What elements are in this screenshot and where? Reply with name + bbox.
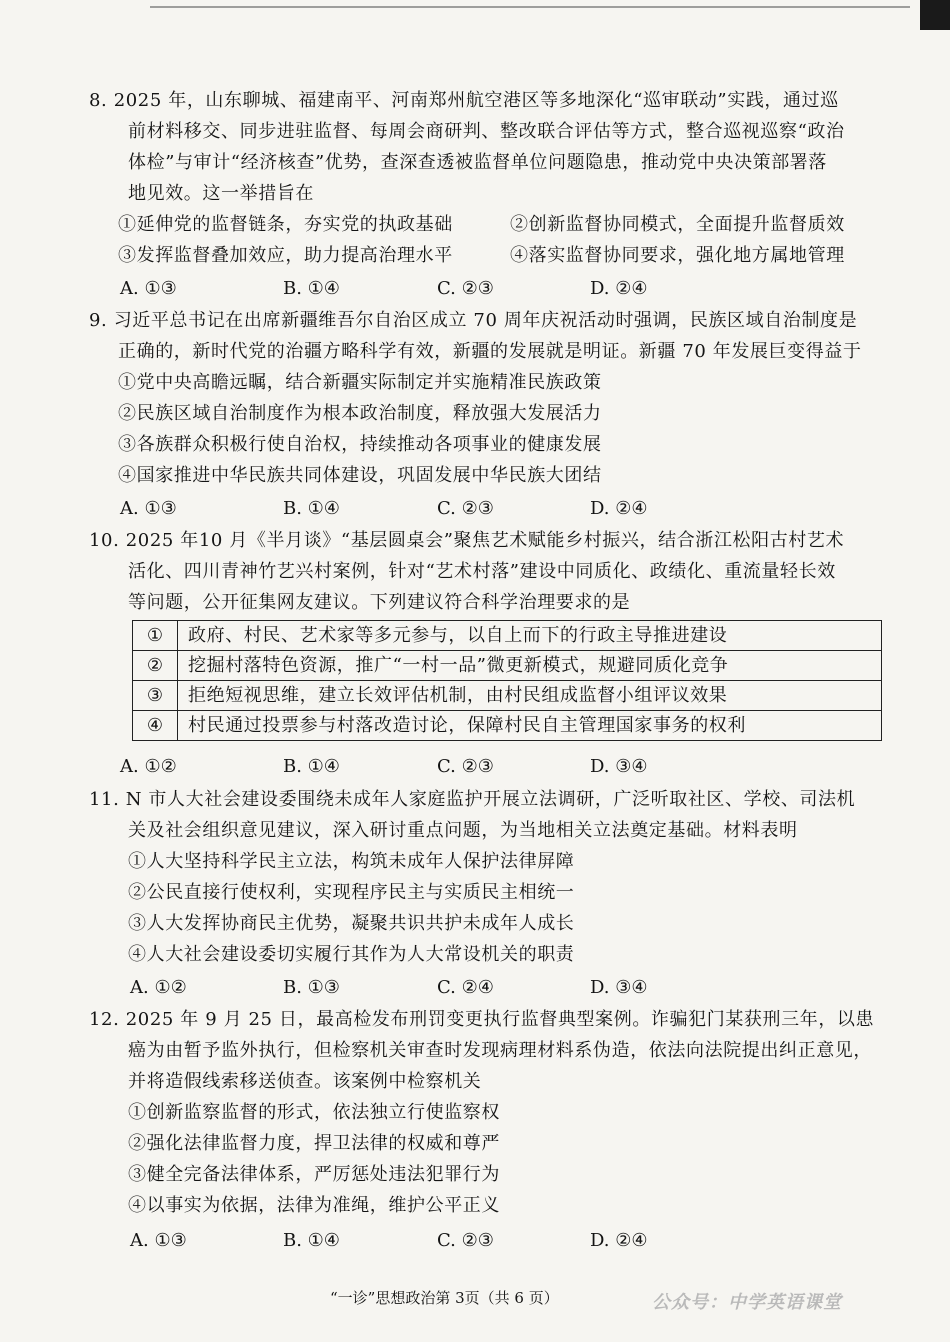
q12-choice-a[interactable]: A. ①③ bbox=[130, 1230, 187, 1251]
q8-stem-line-4: 地见效。这一举措旨在 bbox=[128, 183, 314, 204]
table-row bbox=[133, 681, 882, 711]
table-row bbox=[133, 711, 882, 741]
q8-stem-line-1: 8. 2025 年，山东聊城、福建南平、河南郑州航空港区等多地深化“巡审联动”实践，通过巡 bbox=[89, 90, 839, 111]
q11-item-3: ③人大发挥协商民主优势，凝聚共识共护未成年人成长 bbox=[128, 913, 575, 934]
q11-choice-a[interactable]: A. ①② bbox=[130, 977, 187, 998]
q11-item-4: ④人大社会建设委切实履行其作为人大常设机关的职责 bbox=[128, 944, 575, 965]
q11-stem-line-2: 关及社会组织意见建议，深入研讨重点问题，为当地相关立法奠定基础。材料表明 bbox=[128, 820, 798, 841]
table-cell-num: ① bbox=[133, 621, 178, 651]
table-cell-text: 政府、村民、艺术家等多元参与，以自上而下的行政主导推进建设 bbox=[178, 621, 882, 651]
page-footer: “一诊”思想政治第 3页（共 6 页） bbox=[330, 1289, 559, 1307]
q9-choice-c[interactable]: C. ②③ bbox=[437, 498, 494, 519]
q9-item-1: ①党中央高瞻远瞩，结合新疆实际制定并实施精准民族政策 bbox=[118, 372, 602, 393]
q8-choice-a[interactable]: A. ①③ bbox=[120, 278, 177, 299]
q8-choice-c[interactable]: C. ②③ bbox=[437, 278, 494, 299]
q9-item-4: ④国家推进中华民族共同体建设，巩固发展中华民族大团结 bbox=[118, 465, 602, 486]
table-cell-num: ③ bbox=[133, 681, 178, 711]
q8-choice-b[interactable]: B. ①④ bbox=[283, 278, 340, 299]
scan-corner-mark bbox=[920, 0, 950, 30]
q8-item-1: ①延伸党的监督链条，夯实党的执政基础 bbox=[118, 214, 453, 235]
q10-choice-c[interactable]: C. ②③ bbox=[437, 756, 494, 777]
q11-stem-line-1: 11. N 市人大社会建设委围绕未成年人家庭监护开展立法调研，广泛听取社区、学校、司法机 bbox=[89, 789, 856, 810]
table-cell-num: ④ bbox=[133, 711, 178, 741]
q12-stem-line-2: 癌为由暂予监外执行，但检察机关审查时发现病理材料系伪造，依法向法院提出纠正意见， bbox=[128, 1040, 872, 1061]
q12-stem-line-3: 并将造假线索移送侦查。该案例中检察机关 bbox=[128, 1071, 482, 1092]
q9-item-2: ②民族区域自治制度作为根本政治制度，释放强大发展活力 bbox=[118, 403, 602, 424]
q9-choice-b[interactable]: B. ①④ bbox=[283, 498, 340, 519]
q8-choice-d[interactable]: D. ②④ bbox=[590, 278, 648, 299]
watermark: 公众号：中学英语课堂 bbox=[652, 1292, 842, 1313]
q11-item-1: ①人大坚持科学民主立法，构筑未成年人保护法律屏障 bbox=[128, 851, 575, 872]
q10-choice-a[interactable]: A. ①② bbox=[120, 756, 177, 777]
scan-edge-line bbox=[150, 6, 910, 8]
q10-choice-d[interactable]: D. ③④ bbox=[590, 756, 648, 777]
q12-choice-d[interactable]: D. ②④ bbox=[590, 1230, 648, 1251]
q12-choice-c[interactable]: C. ②③ bbox=[437, 1230, 494, 1251]
q12-item-4: ④以事实为依据，法律为准绳，维护公平正义 bbox=[128, 1195, 500, 1216]
q11-choice-d[interactable]: D. ③④ bbox=[590, 977, 648, 998]
q8-item-2: ②创新监督协同模式，全面提升监督质效 bbox=[510, 214, 845, 235]
q10-stem-line-3: 等问题，公开征集网友建议。下列建议符合科学治理要求的是 bbox=[128, 592, 631, 613]
q10-options-table bbox=[132, 620, 882, 741]
q11-choice-c[interactable]: C. ②④ bbox=[437, 977, 494, 998]
q8-item-4: ④落实监督协同要求，强化地方属地管理 bbox=[510, 245, 845, 266]
q8-stem-line-3: 体检”与审计“经济核查”优势，查深查透被监督单位问题隐患，推动党中央决策部署落 bbox=[128, 152, 828, 173]
q10-choice-b[interactable]: B. ①④ bbox=[283, 756, 340, 777]
q9-choice-d[interactable]: D. ②④ bbox=[590, 498, 648, 519]
q12-choice-b[interactable]: B. ①④ bbox=[283, 1230, 340, 1251]
q9-stem-line-2: 正确的，新时代党的治疆方略科学有效，新疆的发展就是明证。新疆 70 年发展巨变得益于 bbox=[118, 341, 862, 362]
q9-choice-a[interactable]: A. ①③ bbox=[120, 498, 177, 519]
table-cell-num: ② bbox=[133, 651, 178, 681]
q11-item-2: ②公民直接行使权利，实现程序民主与实质民主相统一 bbox=[128, 882, 575, 903]
q9-item-3: ③各族群众积极行使自治权，持续推动各项事业的健康发展 bbox=[118, 434, 602, 455]
table-cell-text: 拒绝短视思维，建立长效评估机制，由村民组成监督小组评议效果 bbox=[178, 681, 882, 711]
table-cell-text: 挖掘村落特色资源，推广“一村一品”微更新模式，规避同质化竞争 bbox=[178, 651, 882, 681]
q12-item-2: ②强化法律监督力度，捍卫法律的权威和尊严 bbox=[128, 1133, 500, 1154]
q11-choice-b[interactable]: B. ①③ bbox=[283, 977, 340, 998]
table-cell-text: 村民通过投票参与村落改造讨论，保障村民自主管理国家事务的权利 bbox=[178, 711, 882, 741]
q8-item-3: ③发挥监督叠加效应，助力提高治理水平 bbox=[118, 245, 453, 266]
table-row bbox=[133, 621, 882, 651]
table-row bbox=[133, 651, 882, 681]
q12-stem-line-1: 12. 2025 年 9 月 25 日，最高检发布刑罚变更执行监督典型案例。诈骗犯门某获刑三年，以患 bbox=[89, 1009, 875, 1030]
q10-stem-line-1: 10. 2025 年10 月《半月谈》“基层圆桌会”聚焦艺术赋能乡村振兴，结合浙江松阳古村艺术 bbox=[89, 530, 845, 551]
q12-item-3: ③健全完备法律体系，严厉惩处违法犯罪行为 bbox=[128, 1164, 500, 1185]
q9-stem-line-1: 9. 习近平总书记在出席新疆维吾尔自治区成立 70 周年庆祝活动时强调，民族区域自治制度是 bbox=[89, 310, 858, 331]
q8-stem-line-2: 前材料移交、同步进驻监督、每周会商研判、整改联合评估等方式，整合巡视巡察“政治 bbox=[128, 121, 845, 142]
q12-item-1: ①创新监察监督的形式，依法独立行使监察权 bbox=[128, 1102, 500, 1123]
q10-stem-line-2: 活化、四川青神竹艺兴村案例，针对“艺术村落”建设中同质化、政绩化、重流量轻长效 bbox=[128, 561, 836, 582]
